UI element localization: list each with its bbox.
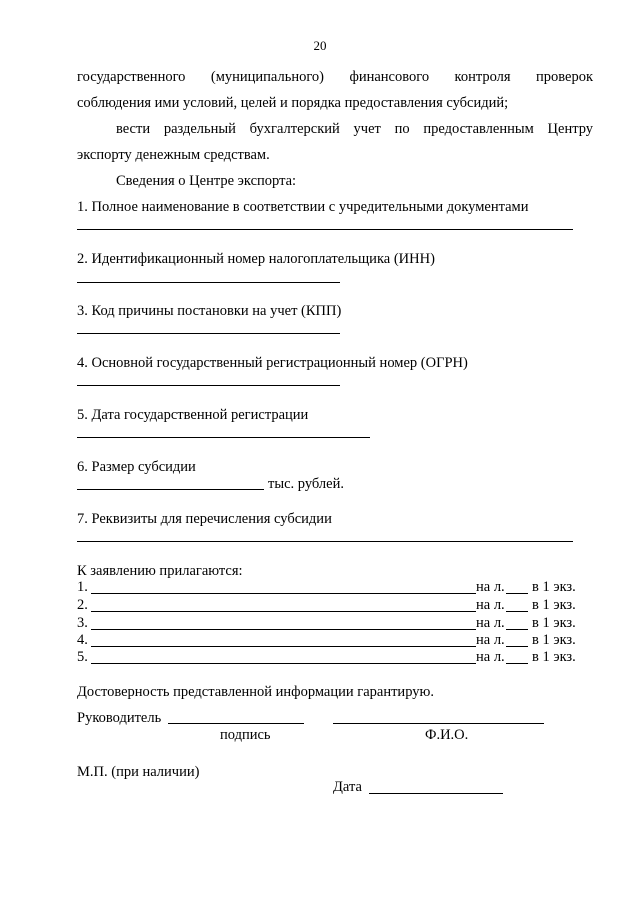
- subsidy-amount-field[interactable]: [77, 489, 264, 490]
- head-label: Руководитель: [77, 710, 162, 726]
- copies-label: в 1 экз.: [532, 579, 576, 595]
- paragraph-2-line-2: экспорту денежным средствам.: [77, 147, 270, 163]
- word: учет: [353, 121, 381, 137]
- copies-label: в 1 экз.: [532, 649, 576, 665]
- stamp-label: М.П. (при наличии): [77, 764, 200, 780]
- word: контроля: [454, 69, 511, 85]
- field-label-subsidy-amount: 6. Размер субсидии: [77, 459, 196, 475]
- pages-label: на л.: [476, 597, 505, 613]
- field-label-full-name: 1. Полное наименование в соответствии с учредительными документами: [77, 199, 529, 215]
- word: финансового: [349, 69, 430, 85]
- bank-details-field[interactable]: [77, 541, 573, 542]
- kpp-field[interactable]: [77, 333, 340, 334]
- pages-count-field[interactable]: [506, 593, 528, 594]
- page-number: 20: [313, 38, 327, 53]
- pages-count-field[interactable]: [506, 611, 528, 612]
- field-label-ogrn: 4. Основной государственный регистрационный номер (ОГРН): [77, 355, 468, 371]
- attachments-heading: К заявлению прилагаются:: [77, 563, 243, 579]
- attachment-number: 1.: [77, 579, 88, 595]
- word: Центру: [547, 121, 594, 137]
- word: раздельный: [163, 121, 236, 137]
- info-heading: Сведения о Центре экспорта:: [116, 173, 297, 189]
- word: вести: [116, 121, 151, 137]
- date-label: Дата: [333, 779, 362, 795]
- attachment-number: 2.: [77, 597, 88, 613]
- pages-label: на л.: [476, 632, 505, 648]
- pages-label: на л.: [476, 579, 505, 595]
- copies-label: в 1 экз.: [532, 597, 576, 613]
- attachment-name-field[interactable]: [91, 663, 476, 664]
- paragraph-1-line-1: [77, 68, 593, 86]
- ogrn-field[interactable]: [77, 385, 340, 386]
- subsidy-unit: тыс. рублей.: [268, 476, 344, 492]
- attachment-number: 3.: [77, 615, 88, 631]
- attachment-name-field[interactable]: [91, 646, 476, 647]
- attachment-name-field[interactable]: [91, 629, 476, 630]
- full-name-field[interactable]: [77, 229, 573, 230]
- field-label-kpp: 3. Код причины постановки на учет (КПП): [77, 303, 342, 319]
- attachment-number: 5.: [77, 649, 88, 665]
- word: предоставленным: [423, 121, 534, 137]
- attachment-name-field[interactable]: [91, 593, 476, 594]
- signature-field[interactable]: [168, 723, 304, 724]
- word: по: [394, 121, 410, 137]
- name-caption: Ф.И.О.: [425, 727, 469, 743]
- attachment-number: 4.: [77, 632, 88, 648]
- guarantee-statement: Достоверность представленной информации гарантирую.: [77, 684, 434, 700]
- date-field[interactable]: [369, 793, 503, 794]
- signature-caption: подпись: [220, 727, 271, 743]
- word: бухгалтерский: [249, 121, 340, 137]
- field-label-registration-date: 5. Дата государственной регистрации: [77, 407, 309, 423]
- pages-count-field[interactable]: [506, 663, 528, 664]
- paragraph-1-line-2: соблюдения ими условий, целей и порядка предоставления субсидий;: [77, 95, 509, 111]
- field-label-bank-details: 7. Реквизиты для перечисления субсидии: [77, 511, 332, 527]
- pages-count-field[interactable]: [506, 629, 528, 630]
- word: (муниципального): [210, 69, 324, 85]
- copies-label: в 1 экз.: [532, 632, 576, 648]
- registration-date-field[interactable]: [77, 437, 370, 438]
- pages-count-field[interactable]: [506, 646, 528, 647]
- pages-label: на л.: [476, 615, 505, 631]
- full-name-signature-field[interactable]: [333, 723, 544, 724]
- pages-label: на л.: [476, 649, 505, 665]
- attachment-name-field[interactable]: [91, 611, 476, 612]
- inn-field[interactable]: [77, 282, 340, 283]
- copies-label: в 1 экз.: [532, 615, 576, 631]
- word: государственного: [77, 69, 186, 85]
- paragraph-2-line-1: [116, 120, 593, 138]
- word: проверок: [536, 69, 594, 85]
- field-label-inn: 2. Идентификационный номер налогоплательщика (ИНН): [77, 251, 435, 267]
